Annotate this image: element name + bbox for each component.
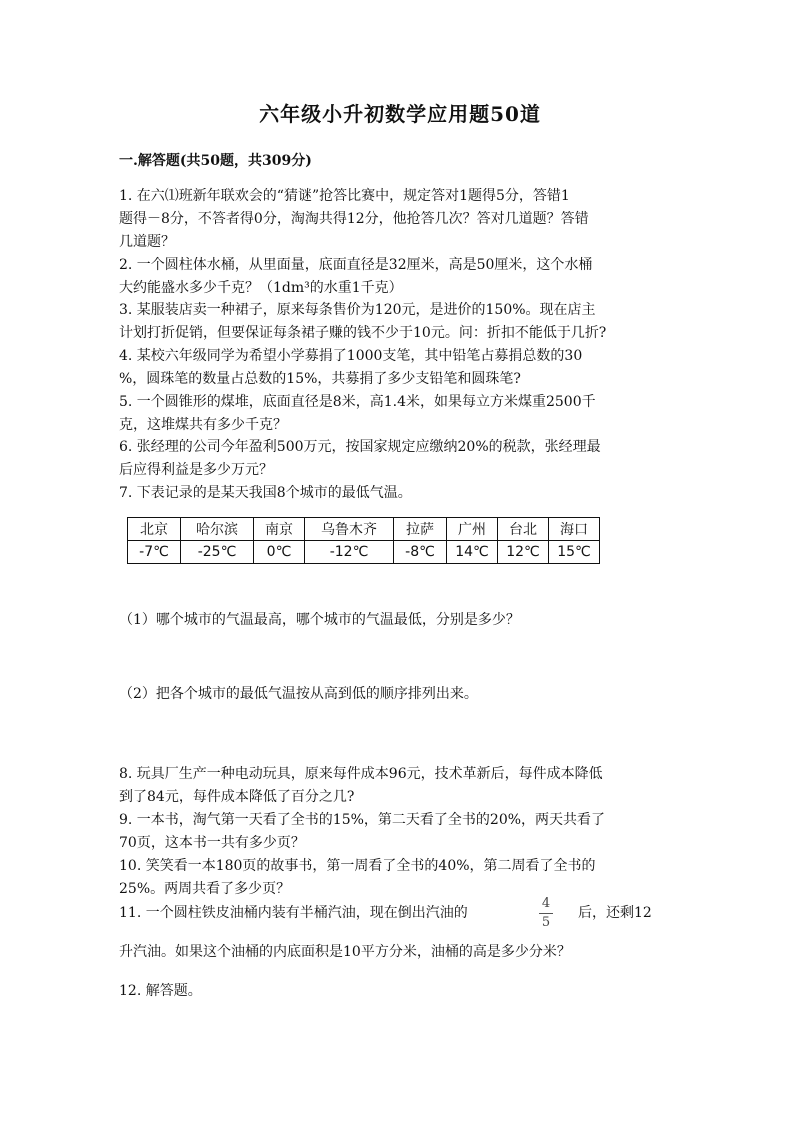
table-cell: -7℃ (128, 541, 181, 564)
text-line: 70页，这本书一共有多少页？ (119, 835, 305, 851)
table-cell: 0℃ (254, 541, 305, 564)
section-heading: 一.解答题(共50题，共309分) (119, 153, 312, 169)
text-line: 克，这堆煤共有多少千克？ (119, 417, 287, 433)
fraction-numerator: 4 (541, 896, 551, 911)
fraction-denominator: 5 (541, 915, 551, 930)
text-line: 几道题？ (119, 234, 175, 250)
text-line: 5. 一个圆锥形的煤堆，底面直径是8米，高1.4米，如果每立方米煤重2500千 (119, 394, 596, 410)
table-row-cities (128, 518, 600, 541)
text-line: 大约能盛水多少千克？（1dm³的水重1千克） (119, 280, 403, 296)
fraction (536, 896, 556, 931)
question-12: 12. 解答题。 (119, 983, 202, 999)
table-cell: 拉萨 (394, 518, 447, 541)
text-line: %，圆珠笔的数量占总数的15%，共募捐了多少支铅笔和圆珠笔? (119, 371, 521, 387)
text-line: 题得－8分，不答者得0分，淘淘共得12分，他抢答几次？答对几道题？答错 (119, 211, 589, 227)
table-cell: 14℃ (447, 541, 498, 564)
fraction-bar (539, 913, 553, 914)
text-line: 8. 玩具厂生产一种电动玩具，原来每件成本96元，技术革新后，每件成本降低 (119, 766, 603, 782)
text-line: 计划打折促销，但要保证每条裙子赚的钱不少于10元。问：折扣不能低于几折? (119, 325, 607, 341)
table-cell: 广州 (447, 518, 498, 541)
text-line: 1. 在六⑴班新年联欢会的“猜谜”抢答比赛中，规定答对1题得5分，答错1 (119, 188, 570, 204)
q11-text-b: 后，还剩12 (578, 905, 652, 921)
q11-text-c: 升汽油。如果这个油桶的内底面积是10平方分米，油桶的高是多少分米？ (119, 944, 571, 960)
sub-question-2: （2）把各个城市的最低气温按从高到低的顺序排列出来。 (119, 686, 478, 702)
text-line: 到了84元，每件成本降低了百分之几? (119, 789, 355, 805)
table-cell: -8℃ (394, 541, 447, 564)
table-row-temps (128, 541, 600, 564)
text-line: 9. 一本书，淘气第一天看了全书的15%，第二天看了全书的20%，两天共看了 (119, 812, 606, 828)
table-cell: -25℃ (181, 541, 254, 564)
text-line: 25%。两周共看了多少页？ (119, 881, 291, 897)
table-cell: 15℃ (549, 541, 600, 564)
text-line: 3. 某服装店卖一种裙子，原来每条售价为120元，是进价的150%。现在店主 (119, 302, 596, 318)
text-line: 后应得利益是多少万元？ (119, 462, 273, 478)
sub-question-1: （1）哪个城市的气温最高，哪个城市的气温最低，分别是多少？ (119, 612, 520, 628)
table-cell: -12℃ (305, 541, 394, 564)
text-line: 2. 一个圆柱体水桶，从里面量，底面直径是32厘米，高是50厘米，这个水桶 (119, 257, 593, 273)
table-cell: 南京 (254, 518, 305, 541)
text-line: 10. 笑笑看一本180页的故事书，第一周看了全书的40%，第二周看了全书的 (119, 858, 596, 874)
temperature-table (127, 517, 600, 564)
table-cell: 12℃ (498, 541, 549, 564)
table-cell: 台北 (498, 518, 549, 541)
table-cell: 海口 (549, 518, 600, 541)
table-cell: 乌鲁木齐 (305, 518, 394, 541)
text-line: 7. 下表记录的是某天我国8个城市的最低气温。 (119, 485, 412, 501)
table-cell: 哈尔滨 (181, 518, 254, 541)
page-title: 六年级小升初数学应用题50道 (259, 102, 541, 126)
q11-text-a: 11. 一个圆柱铁皮油桶内装有半桶汽油，现在倒出汽油的 (119, 905, 468, 921)
text-line: 4. 某校六年级同学为希望小学募捐了1000支笔，其中铅笔占募捐总数的30 (119, 348, 583, 364)
table-cell: 北京 (128, 518, 181, 541)
text-line: 6. 张经理的公司今年盈利500万元，按国家规定应缴纳20%的税款，张经理最 (119, 439, 601, 455)
